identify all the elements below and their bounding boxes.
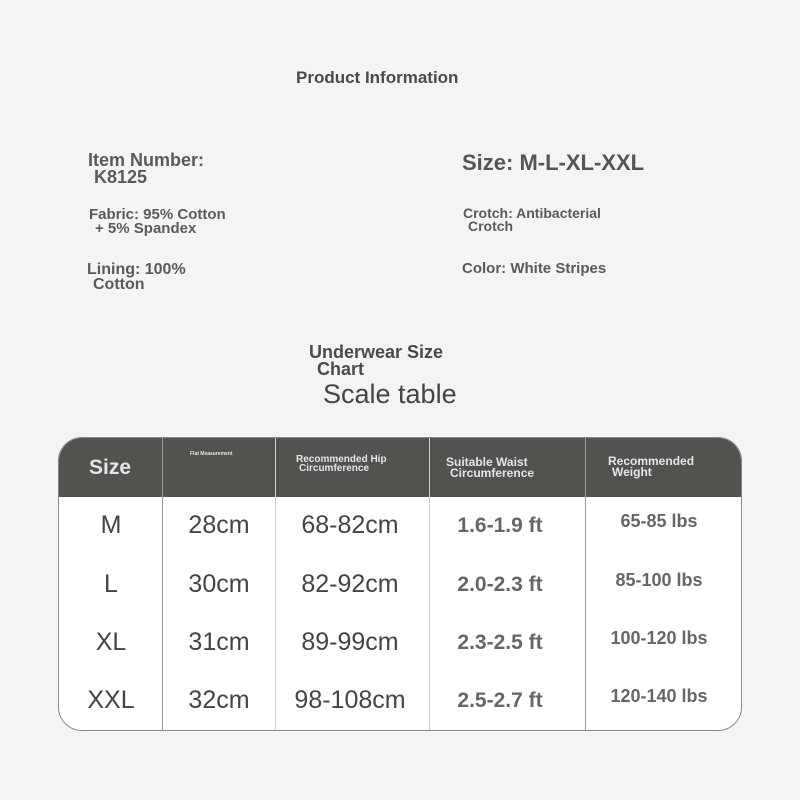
cell-hip: 82-92cm	[301, 570, 399, 598]
header-waist	[446, 457, 534, 479]
size-chart-title-line-2: Chart	[317, 359, 365, 380]
cell-waist: 2.5-2.7 ft	[457, 689, 543, 712]
cell-size: M	[100, 511, 122, 539]
cell-hip: 68-82cm	[301, 511, 399, 539]
header-weight-line-1: Recommended	[608, 454, 695, 468]
header-waist-line-1: Suitable Waist	[446, 455, 528, 469]
header-size: Size	[89, 456, 132, 479]
column-divider	[275, 438, 276, 730]
page-title: Product Information	[296, 68, 459, 87]
cell-flat: 30cm	[188, 570, 250, 598]
item-number-label: Item Number:	[88, 150, 205, 170]
cell-size: L	[104, 570, 118, 598]
header-flat-measurement: Flat Measurement	[190, 451, 233, 457]
item-number-value: K8125	[94, 167, 148, 188]
header-hip	[296, 455, 387, 473]
header-weight	[608, 456, 694, 478]
scale-table-subtitle: Scale table	[323, 379, 457, 409]
cell-flat: 28cm	[188, 511, 250, 539]
cell-flat: 31cm	[188, 628, 250, 656]
fabric-line-1: Fabric: 95% Cotton	[89, 206, 226, 223]
lining-line-1: Lining: 100%	[87, 261, 186, 278]
crotch-line-2: Crotch	[468, 218, 514, 235]
size-table	[58, 437, 742, 731]
cell-weight: 65-85 lbs	[620, 511, 698, 531]
lining-info	[87, 262, 186, 292]
cell-hip: 98-108cm	[294, 686, 406, 714]
cell-size: XL	[95, 628, 127, 656]
header-waist-line-2: Circumference	[450, 465, 535, 480]
column-divider	[429, 438, 430, 730]
header-hip-line-2: Circumference	[299, 463, 370, 474]
size-chart-title	[309, 344, 443, 378]
column-divider	[162, 438, 163, 730]
crotch-info	[463, 207, 601, 234]
cell-size: XXL	[87, 686, 135, 714]
cell-weight: 100-120 lbs	[610, 628, 708, 648]
column-divider	[585, 438, 586, 730]
cell-weight: 85-100 lbs	[615, 570, 703, 590]
cell-waist: 2.3-2.5 ft	[457, 631, 543, 654]
cell-waist: 1.6-1.9 ft	[457, 514, 543, 537]
cell-flat: 32cm	[188, 686, 250, 714]
size-chart-title-line-1: Underwear Size	[309, 342, 444, 362]
cell-weight: 120-140 lbs	[610, 686, 708, 706]
header-hip-line-1: Recommended Hip	[296, 454, 387, 465]
fabric-line-2: + 5% Spandex	[95, 220, 197, 238]
size-info: Size: M-L-XL-XXL	[462, 150, 645, 175]
lining-line-2: Cotton	[93, 276, 145, 294]
crotch-line-1: Crotch: Antibacterial	[463, 205, 601, 221]
cell-waist: 2.0-2.3 ft	[457, 573, 543, 596]
cell-hip: 89-99cm	[301, 628, 399, 656]
fabric-info	[89, 208, 226, 237]
header-weight-line-2: Weight	[612, 464, 652, 479]
color-info: Color: White Stripes	[462, 260, 607, 277]
item-number-info	[88, 152, 204, 186]
